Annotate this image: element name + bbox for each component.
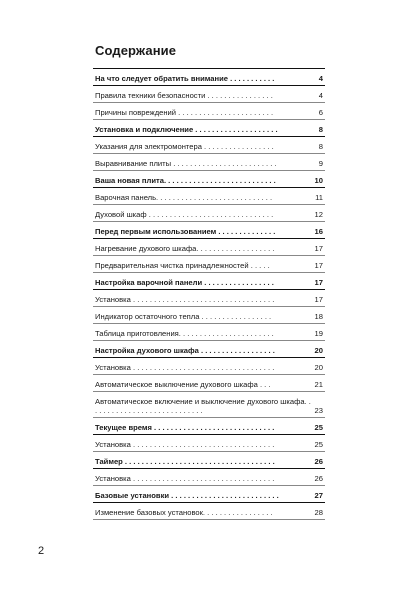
toc-entry [93,503,325,520]
toc-entry-label: Автоматическое включение и выключение духового шкафа. . . . . . . . . . . . . . . . . . . . . . . . . . . . [95,397,311,415]
toc-entry-label: Установка . . . . . . . . . . . . . . . . . . . . . . . . . . . . . . . . . . [95,363,275,372]
toc-entry-label: Индикатор остаточного тепла . . . . . . . . . . . . . . . . . [95,312,272,321]
toc-entry-label: Текущее время . . . . . . . . . . . . . . . . . . . . . . . . . . . . . [95,423,275,432]
toc-entry-page: 6 [318,108,323,117]
toc-entry [93,239,325,256]
toc-entry-label: Перед первым использованием . . . . . . . . . . . . . . [95,227,276,236]
toc-entry [93,205,325,222]
toc-entry-label: Предварительная чистка принадлежностей . . . . . [95,261,270,270]
toc-entry-page: 20 [314,346,323,355]
toc-entry-page: 17 [314,244,323,253]
toc-entry [93,435,325,452]
toc-entry [93,171,325,188]
toc-entry-page: 4 [318,91,323,100]
toc-entry-label: Установка и подключение . . . . . . . . . . . . . . . . . . . . [95,125,278,134]
toc-entry-page: 17 [314,261,323,270]
toc-entry [93,273,325,290]
toc-entry-page: 10 [314,176,323,185]
toc-entry-label: Таблица приготовления. . . . . . . . . . . . . . . . . . . . . . . [95,329,274,338]
toc-entry [93,103,325,120]
toc-entry [93,307,325,324]
toc-entry-label: Изменение базовых установок. . . . . . . . . . . . . . . . . [95,508,273,517]
toc-entry-page: 16 [314,227,323,236]
toc-entry-page: 25 [314,440,323,449]
toc-entry-label: Выравнивание плиты . . . . . . . . . . . . . . . . . . . . . . . . . [95,159,277,168]
toc-entry-label: Ваша новая плита. . . . . . . . . . . . . . . . . . . . . . . . . . . [95,176,276,185]
toc-entry-page: 26 [314,457,323,466]
toc-entry-page: 19 [314,329,323,338]
toc-entry-page: 8 [318,125,323,134]
toc-entry-label: Правила техники безопасности . . . . . . . . . . . . . . . . [95,91,273,100]
toc-entry-page: 8 [318,142,323,151]
toc-entry-label: Духовой шкаф . . . . . . . . . . . . . . . . . . . . . . . . . . . . . . [95,210,274,219]
toc-entry-page: 21 [314,380,323,389]
toc-entry [93,137,325,154]
toc-entry-page: 12 [314,210,323,219]
toc-entry-label: Установка . . . . . . . . . . . . . . . . . . . . . . . . . . . . . . . . . . [95,474,275,483]
toc-entry-page: 11 [315,193,323,202]
toc-entry [93,222,325,239]
page-title: Содержание [95,43,177,58]
toc-entry-page: 28 [314,508,323,517]
toc-entry-label: Варочная панель. . . . . . . . . . . . . . . . . . . . . . . . . . . . [95,193,273,202]
toc-entry [93,69,325,86]
toc-entry [93,392,325,418]
toc-entry [93,154,325,171]
toc-entry-label: Таймер . . . . . . . . . . . . . . . . . . . . . . . . . . . . . . . . . . . . [95,457,275,466]
toc-entry [93,358,325,375]
toc-entry-page: 17 [314,278,323,287]
toc-entry [93,120,325,137]
toc-entry [93,188,325,205]
page-number: 2 [38,545,45,557]
toc-entry [93,486,325,503]
toc-entry [93,375,325,392]
toc-entry-label: Установка . . . . . . . . . . . . . . . . . . . . . . . . . . . . . . . . . . [95,440,275,449]
toc-entry [93,452,325,469]
toc-entry [93,469,325,486]
toc-entry [93,341,325,358]
toc-entry-label: Установка . . . . . . . . . . . . . . . . . . . . . . . . . . . . . . . . . . [95,295,275,304]
toc-entry [93,418,325,435]
toc-entry [93,324,325,341]
toc-entry-label: На что следует обратить внимание . . . . . . . . . . . [95,74,275,83]
toc-entry-page: 17 [314,295,323,304]
toc-entry-page: 9 [318,159,323,168]
toc-entry-label: Автоматическое выключение духового шкафа . . . [95,380,271,389]
toc-entry-label: Указания для электромонтера . . . . . . . . . . . . . . . . . [95,142,274,151]
toc-entry-page: 25 [314,423,323,432]
toc-entry-page: 23 [314,406,323,415]
toc-entry [93,86,325,103]
toc-entry-page: 27 [314,491,323,500]
toc-entry-page: 20 [314,363,323,372]
toc-entry [93,256,325,273]
toc-entry-label: Настройка варочной панели . . . . . . . . . . . . . . . . . [95,278,274,287]
table-of-contents [93,68,325,520]
toc-entry-label: Причины повреждений . . . . . . . . . . . . . . . . . . . . . . . [95,108,274,117]
toc-entry-page: 18 [314,312,323,321]
toc-entry [93,290,325,307]
toc-entry-page: 26 [314,474,323,483]
toc-entry-label: Настройка духового шкафа . . . . . . . . . . . . . . . . . . [95,346,275,355]
toc-entry-label: Нагревание духового шкафа. . . . . . . . . . . . . . . . . . . [95,244,275,253]
toc-entry-label: Базовые установки . . . . . . . . . . . . . . . . . . . . . . . . . . [95,491,279,500]
toc-entry-page: 4 [318,74,323,83]
